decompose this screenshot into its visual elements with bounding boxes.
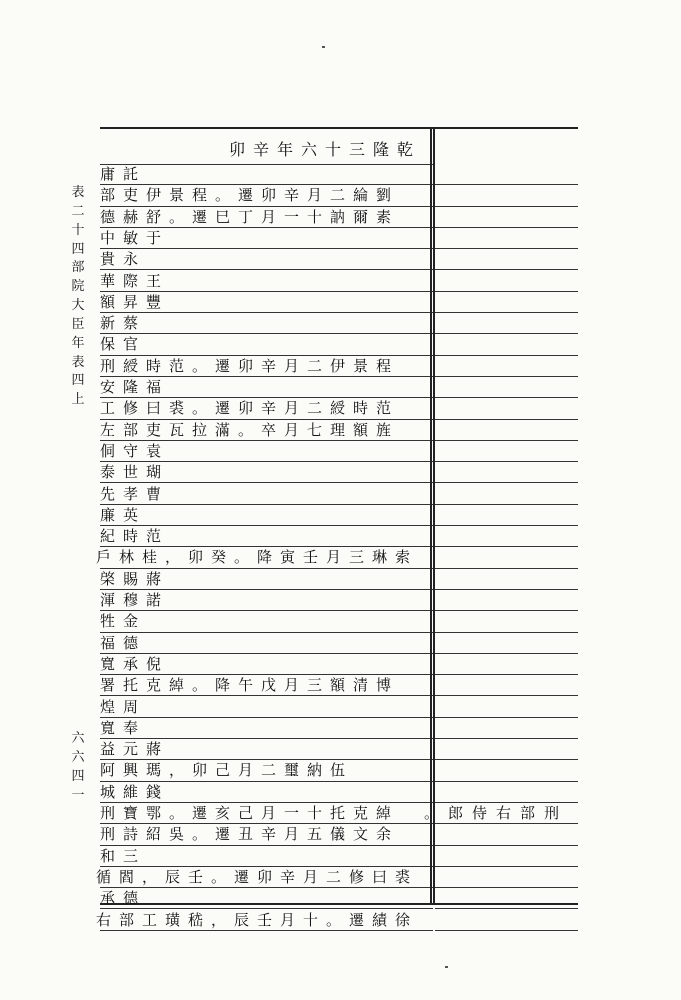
table-row	[95, 547, 578, 568]
table-row	[100, 164, 578, 185]
column-divider	[430, 129, 432, 903]
table-row	[100, 697, 578, 718]
margin-char: 四	[71, 241, 85, 257]
row-text: 永貴	[100, 250, 147, 269]
table-row	[100, 739, 578, 760]
row-text: 程景伊二月辛卯遷。范時綬刑	[100, 356, 400, 375]
row-text: 金牲	[100, 612, 147, 631]
speck	[445, 966, 448, 968]
table-row	[100, 718, 578, 739]
row-text: 余文儀五月辛丑遷。吳紹詩刑	[100, 825, 400, 844]
table-row	[100, 505, 578, 526]
margin-char: 年	[71, 335, 85, 351]
table-row	[100, 760, 578, 781]
margin-char: 四	[71, 373, 85, 389]
row-rule	[435, 930, 578, 931]
page-number	[68, 730, 88, 805]
row-text: 周煌	[100, 697, 147, 716]
table-row	[100, 888, 578, 909]
row-text: 蔣賜棨	[100, 569, 170, 588]
row-text: 袁守侗	[100, 441, 170, 460]
margin-char: 四	[71, 768, 85, 784]
table-row	[100, 207, 578, 228]
row-annotation: 刑部右侍郎。	[423, 804, 568, 822]
row-text: 劉綸二月辛卯遷。程景伊吏部	[100, 186, 400, 205]
row-text: 豐昇額	[100, 292, 170, 311]
table-row	[100, 313, 578, 334]
row-text: 託庸	[100, 165, 147, 183]
margin-running-title	[68, 184, 88, 410]
row-text: 蔣元益	[100, 740, 170, 759]
table-row	[100, 633, 578, 654]
margin-char: 二	[71, 203, 85, 219]
row-text: 旌額理七月卒。滿拉瓦吏部左	[100, 420, 400, 439]
row-text: 博清額三月戊午降。綽克托署	[100, 676, 400, 695]
row-text: 瑚世泰	[100, 463, 170, 482]
row-text: 素爾訥十一月丁巳遷。舒赫德	[100, 207, 400, 226]
margin-char: 臣	[71, 316, 85, 332]
table-row	[100, 185, 578, 206]
table-row	[95, 910, 578, 931]
table-row	[100, 334, 578, 355]
table-row	[100, 484, 578, 505]
margin-char: 六	[71, 749, 85, 765]
row-text: 英廉	[100, 505, 147, 524]
table-row	[100, 654, 578, 675]
table-row	[100, 590, 578, 611]
header-row	[100, 129, 433, 165]
table-row	[100, 398, 578, 419]
row-rule	[100, 930, 433, 931]
table-row	[100, 292, 578, 313]
row-text: 奉寬	[100, 718, 147, 737]
table-row	[100, 569, 578, 590]
table-row	[100, 675, 578, 696]
margin-char: 上	[71, 392, 85, 408]
table-row	[100, 271, 578, 292]
margin-char: 一	[71, 787, 85, 803]
margin-char: 六	[71, 731, 85, 746]
row-text: 德福	[100, 633, 147, 652]
row-text: 徐績遷。十月壬辰，嵇璜工部右	[95, 910, 418, 929]
table-row	[95, 867, 578, 888]
table-row	[100, 377, 578, 398]
row-text: 德承	[100, 889, 147, 908]
row-text: 王際華	[100, 271, 170, 290]
table-row	[100, 782, 578, 803]
row-text: 索琳三月壬寅降。癸卯，桂林戶	[95, 548, 418, 567]
row-text: 官保	[100, 335, 147, 354]
row-text: 錢維城	[100, 782, 170, 801]
margin-char: 大	[71, 298, 85, 314]
column-divider-bold	[433, 129, 435, 903]
table-row	[100, 356, 578, 377]
row-text: 綽克托十一月己亥遷。鄂寶刑	[100, 804, 400, 822]
table-row	[100, 803, 578, 824]
ministers-table	[95, 127, 578, 929]
margin-char: 十	[71, 222, 85, 238]
row-text: 蔡新	[100, 314, 147, 333]
row-text: 三和	[100, 846, 147, 865]
row-text: 范時紀	[100, 527, 170, 546]
table-row	[100, 846, 578, 867]
table-row	[100, 526, 578, 547]
table-row	[100, 824, 578, 845]
margin-char: 表	[71, 185, 85, 200]
row-text: 裘曰修二月辛卯遷。壬辰，閻循	[95, 867, 418, 886]
row-text: 于敏中	[100, 228, 170, 247]
row-text: 伍納璽二月己卯，瑪興阿	[100, 761, 354, 780]
margin-char: 部	[71, 260, 85, 276]
table-row	[100, 441, 578, 462]
row-text: 福隆安	[100, 378, 170, 396]
margin-char: 表	[71, 354, 85, 370]
speck	[322, 46, 325, 48]
row-text: 倪承寬	[100, 654, 170, 673]
row-text: 范時綬二月辛卯遷。裘曰修工	[100, 399, 400, 418]
table-row	[100, 228, 578, 249]
table-row	[100, 462, 578, 483]
margin-char: 院	[71, 279, 85, 295]
year-heading: 乾隆三十六年辛卯	[228, 140, 421, 159]
row-text: 諾穆渾	[100, 591, 170, 609]
table-row	[100, 611, 578, 632]
table-row	[100, 420, 578, 441]
row-text: 曹孝先	[100, 484, 170, 503]
table-row	[100, 249, 578, 270]
